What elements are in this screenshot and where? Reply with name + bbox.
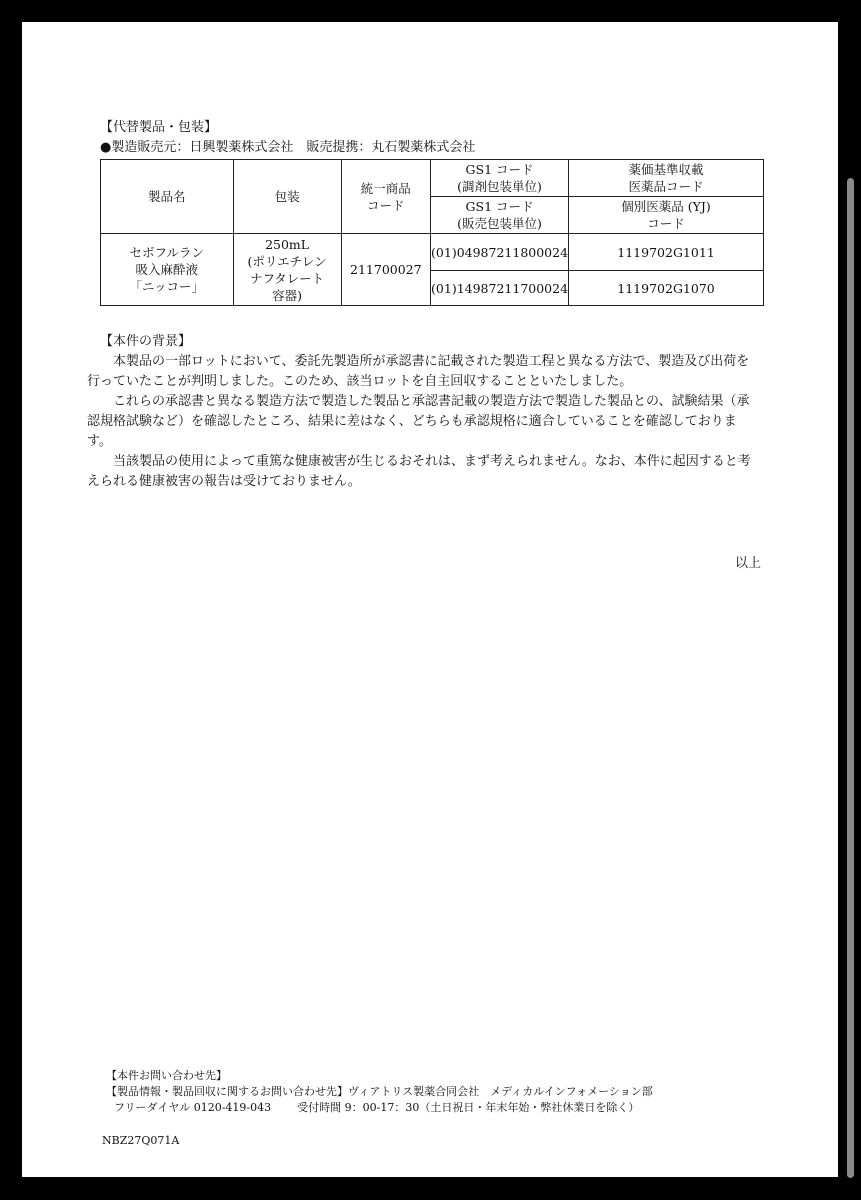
cell-gs1-dispensing: (01)04987211800024 <box>431 234 569 271</box>
background-text <box>87 352 764 492</box>
cell-unified-code: 211700027 <box>341 234 430 306</box>
contact-hours: フリーダイヤル 0120-419-043 受付時間 9：00-17：30（土日祝日・年末年始・弊社休業日を除く） <box>114 1101 640 1114</box>
cell-package: 250mL (ポリエチレン ナフタレート 容器) <box>233 234 341 306</box>
cell-yj-code: 1119702G1070 <box>569 271 764 306</box>
document-code: NBZ27Q071A <box>102 1134 180 1147</box>
contact-line: 【製品情報・製品回収に関するお問い合わせ先】ヴィアトリス製薬合同会社 メディカルインフォメーション部 <box>106 1085 653 1098</box>
header-yakka-code: 薬価基準収載 医薬品コード <box>569 160 764 197</box>
package-table <box>100 159 764 306</box>
paragraph-2: これらの承認書と異なる製造方法で製造した製品と承認書記載の製造方法で製造した製品との、試験結果（承 認規格試験など）を確認したところ、結果に差はなく、どちらも承認規格に適合していることを確認しておりま す。 <box>87 394 750 449</box>
maker-line: ●製造販売元：日興製薬株式会社 販売提携：丸石製薬株式会社 <box>100 140 476 155</box>
header-gs1-dispensing: GS1 コード (調剤包装単位) <box>431 160 569 197</box>
header-gs1-sales: GS1 コード (販売包装単位) <box>431 197 569 234</box>
contact-footer <box>106 1068 653 1116</box>
scrollbar[interactable] <box>847 178 854 1178</box>
header-yj-code: 個別医薬品 (YJ) コード <box>569 197 764 234</box>
cell-yakka-code: 1119702G1011 <box>569 234 764 271</box>
cell-product-name: セボフルラン 吸入麻酔液 「ニッコー」 <box>101 234 234 306</box>
background-heading: 【本件の背景】 <box>100 334 192 349</box>
paragraph-1: 本製品の一部ロットにおいて、委託先製造所が承認書に記載された製造工程と異なる方法で、製造及び出荷を 行っていたことが判明しました。このため、該当ロットを自主回収することといたしました。 <box>87 354 750 389</box>
alt-heading: 【代替製品・包装】 <box>100 120 218 135</box>
closing-mark: 以上 <box>735 556 762 571</box>
document-page <box>22 22 838 1177</box>
cell-gs1-sales: (01)14987211700024 <box>431 271 569 306</box>
contact-heading: 【本件お問い合わせ先】 <box>106 1069 227 1082</box>
header-package: 包装 <box>233 160 341 234</box>
paragraph-3: 当該製品の使用によって重篤な健康被害が生じるおそれは、まず考えられません。なお、本件に起因すると考 えられる健康被害の報告は受けておりません。 <box>87 454 751 489</box>
header-unified-code: 統一商品 コード <box>341 160 430 234</box>
document-body <box>87 118 764 492</box>
header-product-name: 製品名 <box>101 160 234 234</box>
